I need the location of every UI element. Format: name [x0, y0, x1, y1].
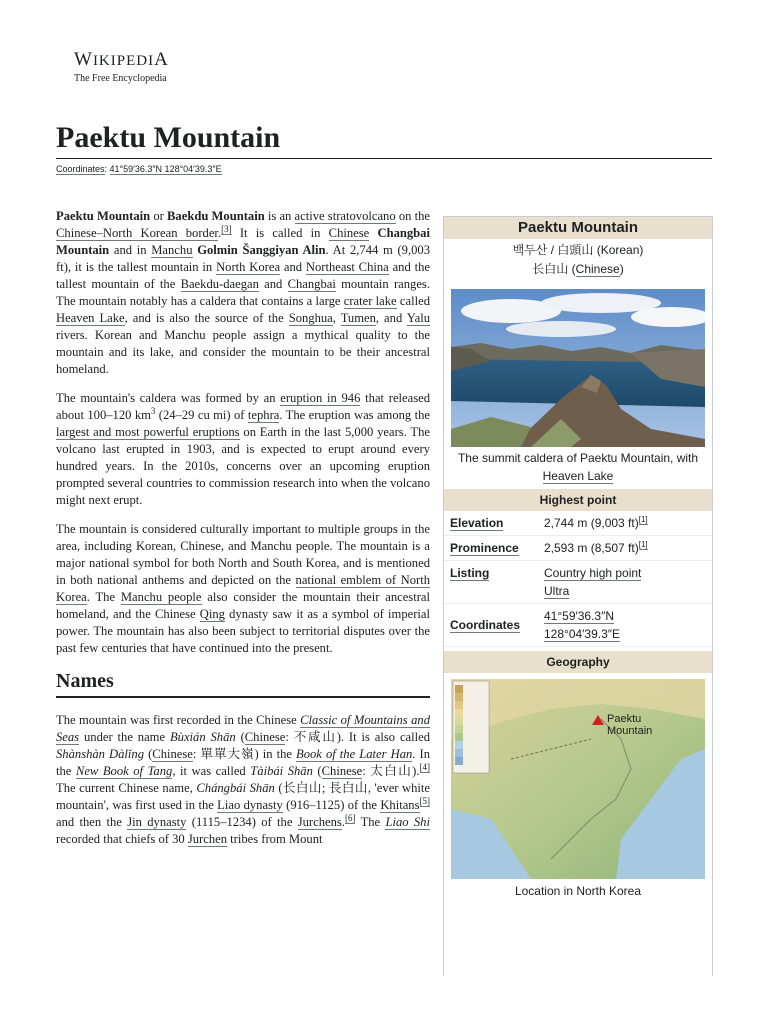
infobox-native-chinese: 长白山 (Chinese) [532, 262, 624, 276]
wikipedia-logo[interactable] [74, 50, 214, 84]
ref-5[interactable]: [5] [419, 795, 431, 806]
link-jurchen[interactable]: Jurchen [187, 832, 228, 846]
link-liao-dynasty[interactable]: Liao dynasty [217, 798, 283, 812]
link-lon[interactable]: 128°04′39.3″E [544, 627, 621, 641]
coordinates-row-label[interactable]: Coordinates [450, 618, 521, 632]
link-manchu[interactable]: Manchu [151, 243, 193, 257]
paragraph-names: The mountain was first recorded in the Chinese Classic of Mountains and Seas under the name Bùxián Shān (Chinese: 不咸山). It is also called Shànshàn Dàlǐng (Chinese: 單單大嶺) in the Book of the Later Han. In the New Book of Tang, it was called Tàibái Shān (Chinese: 太白山).[4] The current Chinese name, Chángbái Shān (长白山; 長白山, 'ever white mountain', was first used in the Liao dynasty (916–1125) of the Khitans[5] and then the Jin dynasty (1115–1234) of the Jurchens.[6] The Liao Shi recorded that chiefs of 30 Jurchen tribes from Mount [56, 713, 431, 846]
link-chinese-2[interactable]: Chinese [244, 730, 286, 744]
link-khitans[interactable]: Khitans [380, 798, 420, 812]
link-new-book-tang[interactable]: New Book of Tang [75, 764, 173, 778]
infobox-row-prominence [444, 536, 712, 561]
link-eruption-946[interactable]: eruption in 946 [280, 391, 361, 405]
ref-6[interactable]: [6] [344, 812, 356, 823]
link-northeast-china[interactable]: Northeast China [305, 260, 389, 274]
infobox-row-coordinates [444, 604, 712, 647]
prominence-value: 2,593 m (8,507 ft) [544, 541, 639, 555]
wikipedia-wordmark: WIKIPEDIA [74, 49, 169, 70]
infobox [443, 216, 713, 976]
listing-label[interactable]: Listing [450, 566, 490, 580]
link-manchu-people[interactable]: Manchu people [120, 590, 202, 604]
elevation-label[interactable]: Elevation [450, 516, 504, 530]
location-map[interactable] [451, 679, 705, 879]
link-tephra[interactable]: tephra [247, 408, 280, 422]
ref-1-elevation[interactable]: [1] [638, 515, 648, 524]
link-classic-mountains-seas[interactable]: Classic of Mountains and Seas [56, 713, 431, 744]
link-chinese[interactable]: Chinese [328, 226, 370, 240]
link-crater-lake[interactable]: crater lake [343, 294, 397, 308]
link-jurchens[interactable]: Jurchens [297, 815, 342, 829]
link-yalu[interactable]: Yalu [406, 311, 430, 325]
map-marker-label-2: Mountain [607, 725, 653, 737]
map-caption: Location in North Korea [514, 884, 642, 898]
link-qing[interactable]: Qing [199, 607, 225, 621]
link-ultra[interactable]: Ultra [544, 584, 570, 598]
infobox-native-korean: 백두산 / 白頭山 (Korean) [512, 243, 644, 257]
infobox-section-geography: Geography [444, 651, 712, 673]
link-baekdu-daegan[interactable]: Baekdu-daegan [180, 277, 259, 291]
elevation-value: 2,744 m (9,003 ft) [544, 516, 639, 530]
title-divider [56, 158, 712, 159]
coordinates-label-link[interactable]: Coordinates [56, 164, 105, 174]
paragraph-intro: Paektu Mountain or Baekdu Mountain is an active stratovolcano on the Chinese–North Korean border.[3] It is called in Chinese Changbai Mountain and in Manchu Golmin Šanggiyan Alin. At 2,744 m (9,003 ft), it is the tallest mountain in North Korea and Northeast China and the tallest mountain of the Baekdu-daegan and Changbai mountain ranges. The mountain notably has a caldera that contains a large crater lake called Heaven Lake, and is also the source of the Songhua, Tumen, and Yalu rivers. Korean and Manchu people assign a mythical quality to the mountain and its lake, and consider the mountain to be their ancestral homeland. [56, 209, 430, 376]
coordinates-line: Coordinates: 41°59′36.3″N 128°04′39.3″E [56, 164, 222, 174]
infobox-section-highest-point: Highest point [444, 489, 712, 511]
ref-3[interactable]: [3] [221, 223, 232, 234]
link-active-stratovolcano[interactable]: active stratovolcano [294, 209, 396, 223]
link-tumen[interactable]: Tumen [340, 311, 376, 325]
link-heaven-lake-caption[interactable]: Heaven Lake [542, 469, 614, 483]
prominence-label[interactable]: Prominence [450, 541, 519, 555]
page-title: Paektu Mountain [56, 121, 281, 154]
caldera-photo-caption: The summit caldera of Paektu Mountain, with Heaven Lake [457, 451, 699, 483]
section-heading-names: Names [56, 673, 430, 698]
map-marker-label-1: Paektu [607, 713, 642, 725]
link-china-nk-border[interactable]: Chinese–North Korean border [56, 226, 218, 240]
link-north-korea[interactable]: North Korea [216, 260, 281, 274]
caldera-photo[interactable] [451, 289, 705, 447]
coordinates-value-link[interactable]: 41°59′36.3″N 128°04′39.3″E [109, 164, 222, 174]
ref-1-prominence[interactable]: [1] [638, 540, 648, 549]
link-changbai[interactable]: Changbai [287, 277, 336, 291]
article-body [56, 208, 430, 860]
link-songhua[interactable]: Songhua [288, 311, 333, 325]
link-chinese-4[interactable]: Chinese [321, 764, 363, 778]
link-country-high-point[interactable]: Country high point [544, 566, 642, 580]
link-emblem-nk[interactable]: national emblem of North Korea [56, 573, 431, 604]
infobox-row-listing [444, 561, 712, 604]
link-jin-dynasty[interactable]: Jin dynasty [127, 815, 187, 829]
link-liao-shi[interactable]: Liao Shi [385, 815, 430, 829]
paragraph-eruption: The mountain's caldera was formed by an eruption in 946 that released about 100–120 $km^3$ (24–29 cu mi) of tephra. The eruption was among the largest and most powerful eruptions on Earth in the last 5,000 years. The volcano last erupted in 1903, and is expected to erupt around every hundred years. In the 2010s, concerns over an upcoming eruption prompted several countries to commission research into when the volcano might next erupt. [56, 391, 431, 507]
infobox-title: Paektu Mountain [444, 217, 712, 239]
paragraph-culture: The mountain is considered culturally important to multiple groups in the area, including Korean, Chinese, and Manchu people. The mountain is a major national symbol for both North and South Korea, and is mentioned in both national anthems and depicted on the national emblem of North Korea. The Manchu people also consider the mountain their ancestral homeland, and the Chinese Qing dynasty saw it as a symbol of imperial power. The mountain has also been subject to territorial disputes over the past few centuries that have continued into the present. [56, 522, 431, 655]
link-largest-eruptions[interactable]: largest and most powerful eruptions [56, 425, 240, 439]
link-chinese-lang[interactable]: Chinese [575, 262, 620, 276]
link-heaven-lake[interactable]: Heaven Lake [56, 311, 125, 325]
ref-4[interactable]: [4] [419, 761, 431, 772]
link-chinese-3[interactable]: Chinese [152, 747, 193, 761]
wikipedia-tagline: The Free Encyclopedia [74, 73, 167, 84]
link-book-later-han[interactable]: Book of the Later Han [296, 747, 413, 761]
link-lat[interactable]: 41°59′36.3″N [544, 609, 615, 623]
infobox-row-elevation [444, 511, 712, 536]
